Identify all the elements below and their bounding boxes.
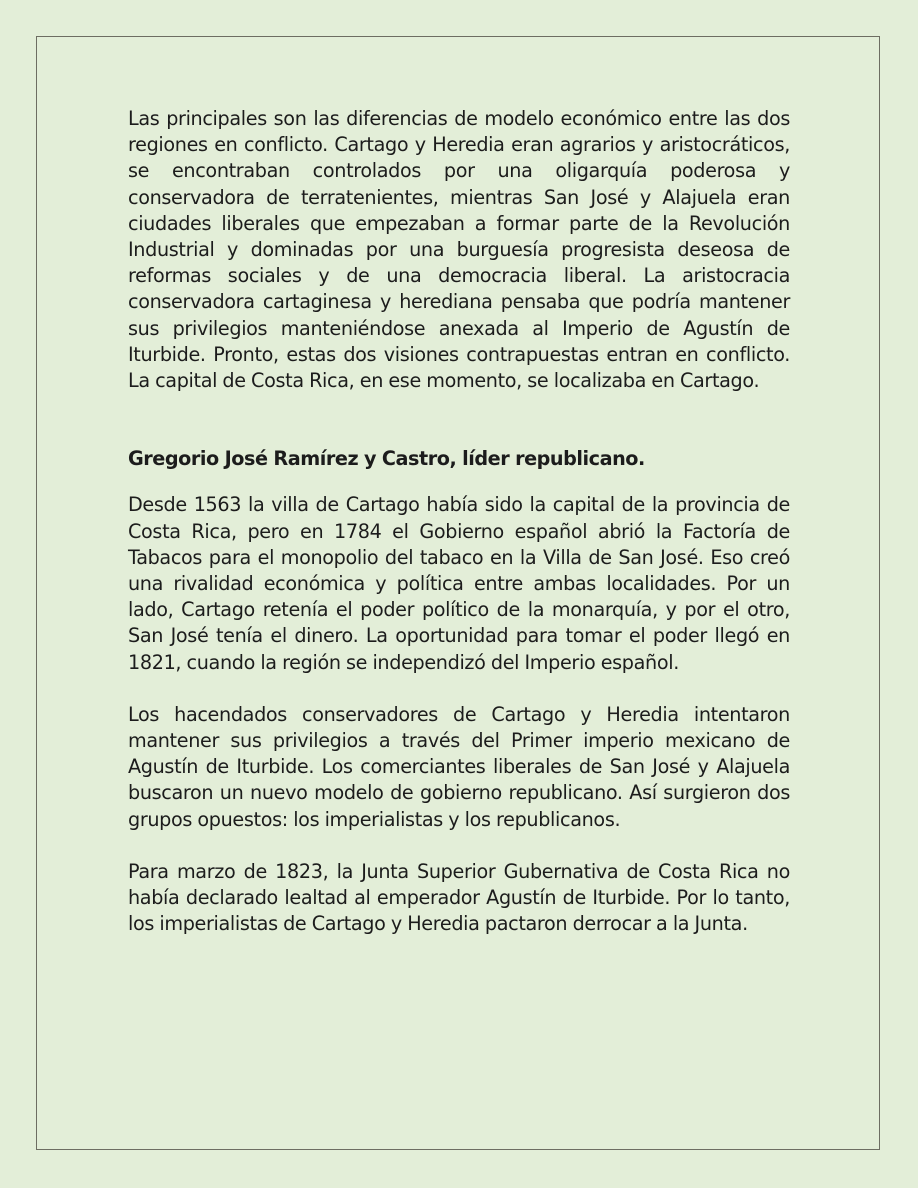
- paragraph-cartago-capital: Desde 1563 la villa de Cartago había sido la capital de la provincia de Costa Rica, pero en 1784 el Gobierno español abrió la Factoría de Tabacos para el monopolio del tabaco en la Villa de San José. Eso creó una rivalidad económica y política entre ambas localidades. Por un lado, Cartago retenía el poder político de la monarquía, y por el otro, San José tenía el dinero. La oportunidad para tomar el poder llegó en 1821, cuando la región se independizó del Imperio español.: [128, 493, 790, 674]
- paragraph-junta: Para marzo de 1823, la Junta Superior Gubernativa de Costa Rica no había declarado lealtad al emperador Agustín de Iturbide. Por lo tanto, los imperialistas de Cartago y Heredia pactaron derrocar a la Junta.: [128, 859, 790, 936]
- spacer: [128, 394, 790, 446]
- document-body: [128, 106, 790, 937]
- spacer: [128, 472, 790, 492]
- section-heading: Gregorio José Ramírez y Castro, líder republicano.: [128, 447, 645, 471]
- spacer: [128, 676, 790, 702]
- spacer: [128, 833, 790, 859]
- paragraph-economic-models: Las principales son las diferencias de modelo económico entre las dos regiones en conflicto. Cartago y Heredia eran agrarios y aristocráticos, se encontraban controlados por una oligarquía poderosa y conservadora de terratenientes, mientras San José y Alajuela eran ciudades liberales que empezaban a formar parte de la Revolución Industrial y dominadas por una burguesía progresista deseosa de reformas sociales y de una democracia liberal. La aristocracia conservadora cartaginesa y herediana pensaba que podría mantener sus privilegios manteniéndose anexada al Imperio de Agustín de Iturbide. Pronto, estas dos visiones contrapuestas entran en conflicto. La capital de Costa Rica, en ese momento, se localizaba en Cartago.: [128, 107, 790, 393]
- paragraph-opposing-groups: Los hacendados conservadores de Cartago y Heredia intentaron mantener sus privilegios a través del Primer imperio mexicano de Agustín de Iturbide. Los comerciantes liberales de San José y Alajuela buscaron un nuevo modelo de gobierno republicano. Así surgieron dos grupos opuestos: los imperialistas y los republicanos.: [128, 702, 790, 831]
